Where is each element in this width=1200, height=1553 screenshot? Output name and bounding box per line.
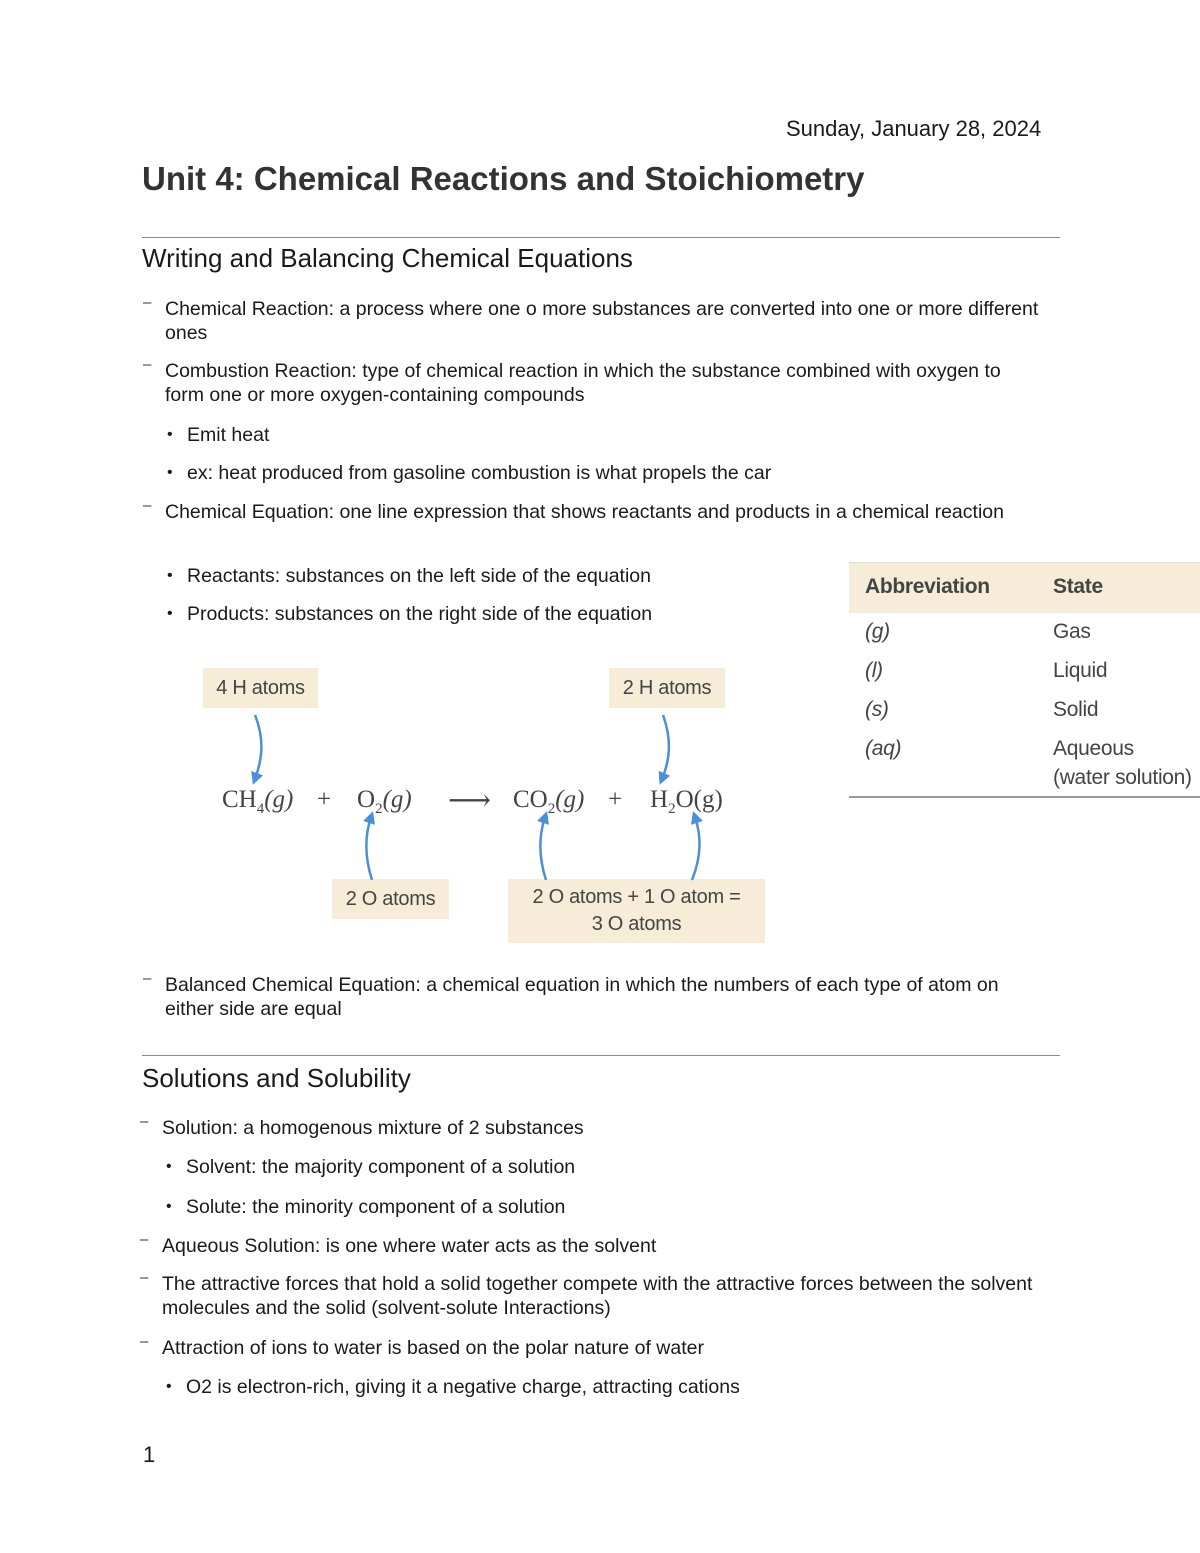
table-cell: Aqueous — [1053, 737, 1134, 760]
date: Sunday, January 28, 2024 — [786, 116, 1042, 141]
water-rest: O(g) — [675, 786, 723, 813]
plus-sign: + — [608, 786, 623, 813]
methane-subscript: 4 — [256, 801, 265, 817]
oxygen-subscript: 2 — [375, 801, 383, 817]
list-item: – Attraction of ions to water is based on the polar nature of water — [162, 1336, 1057, 1360]
list-item: – Combustion Reaction: type of chemical reaction in which the substance combined with oxygen to form one or more oxygen-containing compounds — [165, 359, 1025, 407]
page-number: 1 — [143, 1442, 156, 1467]
section-heading-equations: Writing and Balancing Chemical Equations — [142, 243, 633, 273]
table-cell: Liquid — [1053, 659, 1108, 682]
section-heading-solutions: Solutions and Solubility — [142, 1063, 411, 1093]
o-atoms-product-line1: 2 O atoms + 1 O atom = — [532, 886, 741, 908]
column-header-abbreviation: Abbreviation — [865, 575, 990, 598]
list-item: – Solution: a homogenous mixture of 2 substances — [162, 1116, 1057, 1140]
table-cell: (g) — [865, 620, 890, 643]
o-atoms-product-line2: 3 O atoms — [591, 913, 682, 935]
o-atoms-reactant-label: 2 O atoms — [332, 879, 449, 919]
column-header-state: State — [1053, 575, 1103, 598]
methane-symbol: CH — [222, 786, 257, 813]
list-item: – The attractive forces that hold a solid together compete with the attractive forces between the solvent molecules and the solid (solvent-solute Interactions) — [162, 1272, 1042, 1320]
arrow-o2 — [366, 817, 372, 880]
h-atoms-left-label: 4 H atoms — [203, 668, 318, 708]
co2-state: (g) — [555, 786, 585, 813]
list-item: – Aqueous Solution: is one where water acts as the solvent — [162, 1234, 1057, 1258]
table-cell: Solid — [1053, 698, 1099, 721]
water-subscript: 2 — [668, 801, 676, 817]
co2-subscript: 2 — [547, 801, 556, 817]
page-title: Unit 4: Chemical Reactions and Stoichiometry — [142, 160, 865, 197]
bullet-item: • Solvent: the majority component of a solution — [186, 1155, 826, 1179]
bullet-item: • Reactants: substances on the left side of the equation — [187, 564, 827, 588]
section-divider — [142, 1055, 1060, 1056]
table-bottom-rule — [849, 796, 1200, 798]
bullet-item: • Products: substances on the right side of the equation — [187, 602, 827, 626]
arrow-h-left — [255, 715, 261, 779]
co2-symbol: CO — [513, 786, 548, 813]
bullet-item: • O2 is electron-rich, giving it a negative charge, attracting cations — [186, 1375, 826, 1399]
bullet-item: • Emit heat — [187, 423, 827, 447]
table-cell: (water solution) — [1053, 766, 1192, 789]
list-item: – Balanced Chemical Equation: a chemical equation in which the numbers of each type of atom on either side are equal — [165, 973, 1035, 1021]
h-atoms-right-label: 2 H atoms — [609, 668, 725, 708]
list-item: – Chemical Reaction: a process where one o more substances are converted into one or more different ones — [165, 297, 1060, 345]
methane-state: (g) — [264, 786, 294, 813]
arrow-h-right — [662, 715, 669, 779]
arrow-co2 — [540, 817, 546, 880]
table-header — [849, 562, 1200, 613]
bullet-item: • Solute: the minority component of a solution — [186, 1195, 826, 1219]
table-cell: (aq) — [865, 737, 902, 760]
table-cell: Gas — [1053, 620, 1091, 643]
plus-sign: + — [317, 786, 332, 813]
oxygen-state: (g) — [382, 786, 412, 813]
bullet-item: • ex: heat produced from gasoline combustion is what propels the car — [187, 461, 827, 485]
table-cell: (l) — [865, 659, 883, 682]
state-abbreviation-table — [849, 562, 1200, 789]
table-cell: (s) — [865, 698, 889, 721]
list-item: – Chemical Equation: one line expression that shows reactants and products in a chemical reaction — [165, 500, 1060, 524]
oxygen-symbol: O — [357, 786, 376, 813]
arrow-h2o — [692, 817, 700, 880]
water-symbol: H — [650, 786, 669, 813]
reaction-arrow: ⟶ — [448, 784, 492, 817]
